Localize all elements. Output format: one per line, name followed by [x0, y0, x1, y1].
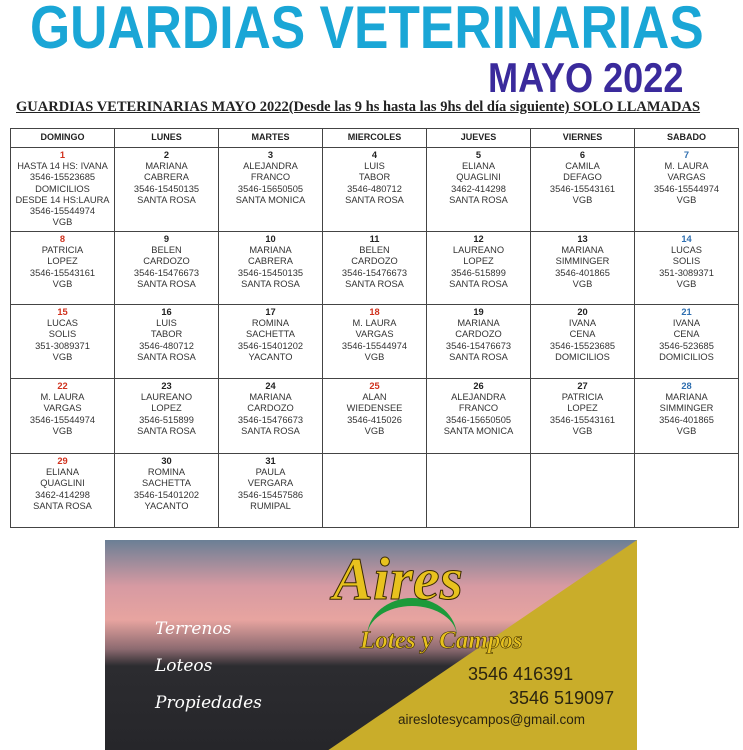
vet-info-line: 3546-523685 — [659, 340, 714, 351]
vet-info-line: 3546-15476673 — [133, 267, 200, 278]
day-number: 24 — [265, 381, 276, 391]
calendar-day-cell — [531, 379, 635, 454]
vet-info-line: VARGAS — [43, 403, 82, 414]
vet-info-line: VGB — [676, 278, 697, 289]
calendar-day-cell — [11, 305, 115, 379]
calendar-day-cell — [11, 379, 115, 454]
day-number: 28 — [681, 381, 692, 391]
weekday-header-row — [11, 129, 739, 148]
day-number: 8 — [59, 234, 66, 244]
day-number: 26 — [473, 381, 484, 391]
vet-info-line: 3546-15457586 — [237, 489, 304, 500]
vet-info-line: VGB — [676, 425, 697, 436]
vet-info-line: DESDE 14 HS:LAURA — [15, 194, 110, 205]
calendar-day-cell — [115, 148, 219, 232]
vet-info-line: CABRERA — [144, 172, 189, 183]
vet-info-line: PATRICIA — [41, 245, 84, 256]
vet-info-line: ROMINA — [251, 318, 290, 329]
calendar-day-cell — [531, 232, 635, 305]
day-number: 13 — [577, 234, 588, 244]
calendar-day-cell — [427, 454, 531, 528]
calendar-day-cell — [531, 148, 635, 232]
vet-info-line: QUAGLINI — [456, 172, 501, 183]
vet-info-line: CAMILA — [565, 161, 600, 172]
day-number: 30 — [161, 456, 172, 466]
vet-info-line: SANTA ROSA — [33, 500, 92, 511]
vet-info-line: 3546-15544974 — [29, 206, 96, 217]
vet-info-line: 3546-15476673 — [445, 340, 512, 351]
vet-info-line: SIMMINGER — [555, 256, 610, 267]
vet-info-line: LOPEZ — [463, 256, 494, 267]
calendar-week-row — [11, 379, 739, 454]
calendar-day-cell — [531, 305, 635, 379]
calendar-day-cell — [323, 379, 427, 454]
brand-logo: Aires — [333, 546, 464, 612]
calendar-day-cell — [635, 454, 739, 528]
calendar-day-cell — [323, 454, 427, 528]
calendar-day-cell — [115, 305, 219, 379]
vet-info-line: SIMMINGER — [659, 403, 714, 414]
vet-info-line: VGB — [364, 351, 385, 362]
calendar-day-cell — [323, 148, 427, 232]
weekday-header: SABADO — [635, 129, 739, 148]
weekday-header: JUEVES — [427, 129, 531, 148]
page-title: GUARDIAS VETERINARIAS — [30, 0, 704, 61]
vet-info-line: M. LAURA — [664, 161, 709, 172]
vet-info-line: VGB — [52, 425, 73, 436]
phone-1: 3546 416391 — [468, 664, 574, 684]
day-number: 5 — [475, 150, 482, 160]
vet-info-line: VARGAS — [667, 172, 706, 183]
vet-info-line: M. LAURA — [40, 392, 85, 403]
day-number: 12 — [473, 234, 484, 244]
vet-info-line: LOPEZ — [151, 403, 182, 414]
weekday-header: DOMINGO — [11, 129, 115, 148]
calendar-day-cell — [219, 454, 323, 528]
vet-info-line: CENA — [569, 329, 596, 340]
vet-info-line: MARIANA — [145, 161, 188, 172]
vet-info-line: SANTA ROSA — [241, 278, 300, 289]
vet-info-line: 3546-15476673 — [237, 414, 304, 425]
vet-info-line: IVANA — [672, 318, 701, 329]
vet-info-line: 3546-480712 — [347, 183, 402, 194]
vet-info-line: VERGARA — [247, 478, 294, 489]
vet-info-line: SANTA ROSA — [137, 425, 196, 436]
vet-info-line: 3546-15544974 — [653, 183, 720, 194]
vet-info-line: SANTA ROSA — [449, 278, 508, 289]
vet-info-line: 3462-414298 — [35, 489, 90, 500]
vet-info-line: LAUREANO — [140, 392, 193, 403]
vet-info-line: MARIANA — [561, 245, 604, 256]
vet-info-line: MARIANA — [249, 245, 292, 256]
vet-info-line: 3546-15401202 — [133, 489, 200, 500]
vet-info-line: MARIANA — [457, 318, 500, 329]
schedule-note: GUARDIAS VETERINARIAS MAYO 2022(Desde las 9 hs hasta las 9hs del día siguiente) SOLO LLAMADAS — [16, 99, 701, 115]
vet-info-line: CARDOZO — [351, 256, 398, 267]
vet-info-line: 3546-401865 — [659, 414, 714, 425]
vet-info-line: CARDOZO — [455, 329, 502, 340]
vet-info-line: SACHETTA — [142, 478, 191, 489]
calendar-day-cell — [115, 232, 219, 305]
vet-info-line: 3546-15523685 — [549, 340, 616, 351]
day-number: 31 — [265, 456, 276, 466]
vet-info-line: ALAN — [362, 392, 387, 403]
calendar-day-cell — [635, 148, 739, 232]
vet-info-line: 3546-15450135 — [133, 183, 200, 194]
day-number: 2 — [163, 150, 170, 160]
vet-info-line: 3546-15450135 — [237, 267, 304, 278]
vet-info-line: 3546-515899 — [139, 414, 194, 425]
calendar-day-cell — [11, 454, 115, 528]
vet-info-line: HASTA 14 HS: IVANA — [17, 161, 108, 172]
vet-info-line: 3546-401865 — [555, 267, 610, 278]
day-number: 18 — [369, 307, 380, 317]
calendar-day-cell — [427, 232, 531, 305]
vet-info-line: LUCAS — [46, 318, 78, 329]
calendar-week-row — [11, 148, 739, 232]
phone-2: 3546 519097 — [509, 688, 615, 708]
vet-info-line: DOMICILIOS — [555, 351, 610, 362]
vet-info-line: CENA — [673, 329, 700, 340]
ad-banner — [105, 540, 637, 750]
vet-info-line: 3462-414298 — [451, 183, 506, 194]
day-number: 1 — [59, 150, 66, 160]
service-loteos: Loteos — [155, 656, 213, 676]
calendar-table — [10, 128, 739, 528]
vet-info-line: LAUREANO — [452, 245, 505, 256]
vet-info-line: SANTA ROSA — [241, 425, 300, 436]
vet-info-line: TABOR — [358, 172, 391, 183]
vet-info-line: 3546-415026 — [347, 414, 402, 425]
vet-info-line: FRANCO — [250, 172, 291, 183]
vet-info-line: SANTA ROSA — [137, 351, 196, 362]
calendar-day-cell — [635, 379, 739, 454]
calendar-day-cell — [219, 379, 323, 454]
vet-info-line: SOLIS — [48, 329, 77, 340]
day-number: 29 — [57, 456, 68, 466]
vet-info-line: CARDOZO — [143, 256, 190, 267]
vet-info-line: 3546-15650505 — [237, 183, 304, 194]
vet-info-line: SACHETTA — [246, 329, 295, 340]
calendar-day-cell — [219, 232, 323, 305]
day-number: 16 — [161, 307, 172, 317]
day-number: 6 — [579, 150, 586, 160]
day-number: 20 — [577, 307, 588, 317]
calendar-day-cell — [115, 379, 219, 454]
vet-info-line: SANTA ROSA — [345, 194, 404, 205]
vet-info-line: VARGAS — [355, 329, 394, 340]
vet-info-line: YACANTO — [248, 351, 293, 362]
vet-info-line: RUMIPAL — [250, 500, 291, 511]
calendar-day-cell — [219, 148, 323, 232]
vet-info-line: SANTA ROSA — [137, 194, 196, 205]
vet-info-line: YACANTO — [144, 500, 189, 511]
vet-info-line: 3546-15544974 — [29, 414, 96, 425]
vet-info-line: LOPEZ — [567, 403, 598, 414]
vet-info-line: 3546-15544974 — [341, 340, 408, 351]
brand-tagline: Lotes y Campos — [360, 627, 523, 654]
day-number: 25 — [369, 381, 380, 391]
vet-info-line: 3546-15401202 — [237, 340, 304, 351]
day-number: 7 — [683, 150, 690, 160]
vet-info-line: QUAGLINI — [40, 478, 85, 489]
vet-info-line: 351-3089371 — [659, 267, 714, 278]
service-propiedades: Propiedades — [155, 693, 262, 713]
vet-info-line: SANTA MONICA — [235, 194, 306, 205]
vet-info-line: CABRERA — [248, 256, 293, 267]
vet-info-line: 3546-515899 — [451, 267, 506, 278]
vet-info-line: DOMICILIOS — [35, 183, 90, 194]
vet-info-line: LUCAS — [670, 245, 702, 256]
vet-info-line: ROMINA — [147, 467, 186, 478]
calendar-week-row — [11, 232, 739, 305]
vet-info-line: 3546-480712 — [139, 340, 194, 351]
vet-info-line: SANTA ROSA — [449, 351, 508, 362]
vet-info-line: VGB — [572, 194, 593, 205]
vet-info-line: DOMICILIOS — [659, 351, 714, 362]
page-subtitle: MAYO 2022 — [488, 54, 684, 101]
vet-info-line: LUIS — [156, 318, 177, 329]
vet-info-line: 351-3089371 — [35, 340, 90, 351]
vet-info-line: VGB — [364, 425, 385, 436]
vet-info-line: VGB — [52, 278, 73, 289]
vet-info-line: M. LAURA — [352, 318, 397, 329]
vet-info-line: PATRICIA — [561, 392, 604, 403]
vet-info-line: DEFAGO — [563, 172, 602, 183]
day-number: 22 — [57, 381, 68, 391]
vet-info-line: 3546-15476673 — [341, 267, 408, 278]
calendar-day-cell — [11, 232, 115, 305]
calendar-day-cell — [427, 379, 531, 454]
day-number: 15 — [57, 307, 68, 317]
vet-info-line: SOLIS — [672, 256, 701, 267]
calendar-day-cell — [427, 305, 531, 379]
vet-info-line: 3546-15543161 — [549, 414, 616, 425]
calendar-week-row — [11, 454, 739, 528]
calendar-day-cell — [219, 305, 323, 379]
vet-info-line: CARDOZO — [247, 403, 294, 414]
vet-info-line: SANTA MONICA — [443, 425, 514, 436]
vet-info-line: TABOR — [150, 329, 183, 340]
calendar-day-cell — [115, 454, 219, 528]
vet-info-line: 3546-15543161 — [29, 267, 96, 278]
vet-info-line: BELEN — [151, 245, 182, 256]
vet-info-line: MARIANA — [665, 392, 708, 403]
day-number: 27 — [577, 381, 588, 391]
weekday-header: MIERCOLES — [323, 129, 427, 148]
vet-info-line: VGB — [572, 278, 593, 289]
vet-info-line: VGB — [676, 194, 697, 205]
vet-info-line: 3546-15543161 — [549, 183, 616, 194]
vet-info-line: 3546-15523685 — [29, 172, 96, 183]
vet-info-line: SANTA ROSA — [449, 194, 508, 205]
calendar-day-cell — [427, 148, 531, 232]
vet-info-line: ELIANA — [45, 467, 80, 478]
vet-info-line: IVANA — [568, 318, 597, 329]
day-number: 19 — [473, 307, 484, 317]
vet-info-line: SANTA ROSA — [137, 278, 196, 289]
day-number: 17 — [265, 307, 276, 317]
day-number: 11 — [369, 234, 380, 244]
vet-info-line: VGB — [572, 425, 593, 436]
day-number: 3 — [267, 150, 274, 160]
calendar-day-cell — [323, 305, 427, 379]
vet-info-line: WIEDENSEE — [346, 403, 403, 414]
vet-info-line: SANTA ROSA — [345, 278, 404, 289]
calendar-week-row — [11, 305, 739, 379]
day-number: 14 — [681, 234, 692, 244]
day-number: 23 — [161, 381, 172, 391]
calendar-day-cell — [635, 305, 739, 379]
day-number: 9 — [163, 234, 170, 244]
calendar-day-cell — [531, 454, 635, 528]
weekday-header: LUNES — [115, 129, 219, 148]
service-terrenos: Terrenos — [155, 619, 232, 639]
vet-info-line: VGB — [52, 217, 73, 228]
vet-info-line: MARIANA — [249, 392, 292, 403]
vet-info-line: LOPEZ — [47, 256, 78, 267]
vet-info-line: ALEJANDRA — [451, 392, 506, 403]
calendar-day-cell — [635, 232, 739, 305]
day-number: 10 — [265, 234, 276, 244]
vet-info-line: VGB — [52, 351, 73, 362]
calendar-day-cell — [323, 232, 427, 305]
vet-info-line: BELEN — [359, 245, 390, 256]
weekday-header: VIERNES — [531, 129, 635, 148]
vet-info-line: LUIS — [364, 161, 385, 172]
vet-info-line: ELIANA — [461, 161, 496, 172]
email: aireslotesycampos@gmail.com — [398, 712, 586, 727]
calendar-day-cell — [11, 148, 115, 232]
day-number: 21 — [681, 307, 692, 317]
day-number: 4 — [371, 150, 378, 160]
vet-info-line: PAULA — [255, 467, 286, 478]
vet-info-line: FRANCO — [458, 403, 499, 414]
vet-info-line: ALEJANDRA — [243, 161, 298, 172]
weekday-header: MARTES — [219, 129, 323, 148]
vet-info-line: 3546-15650505 — [445, 414, 512, 425]
